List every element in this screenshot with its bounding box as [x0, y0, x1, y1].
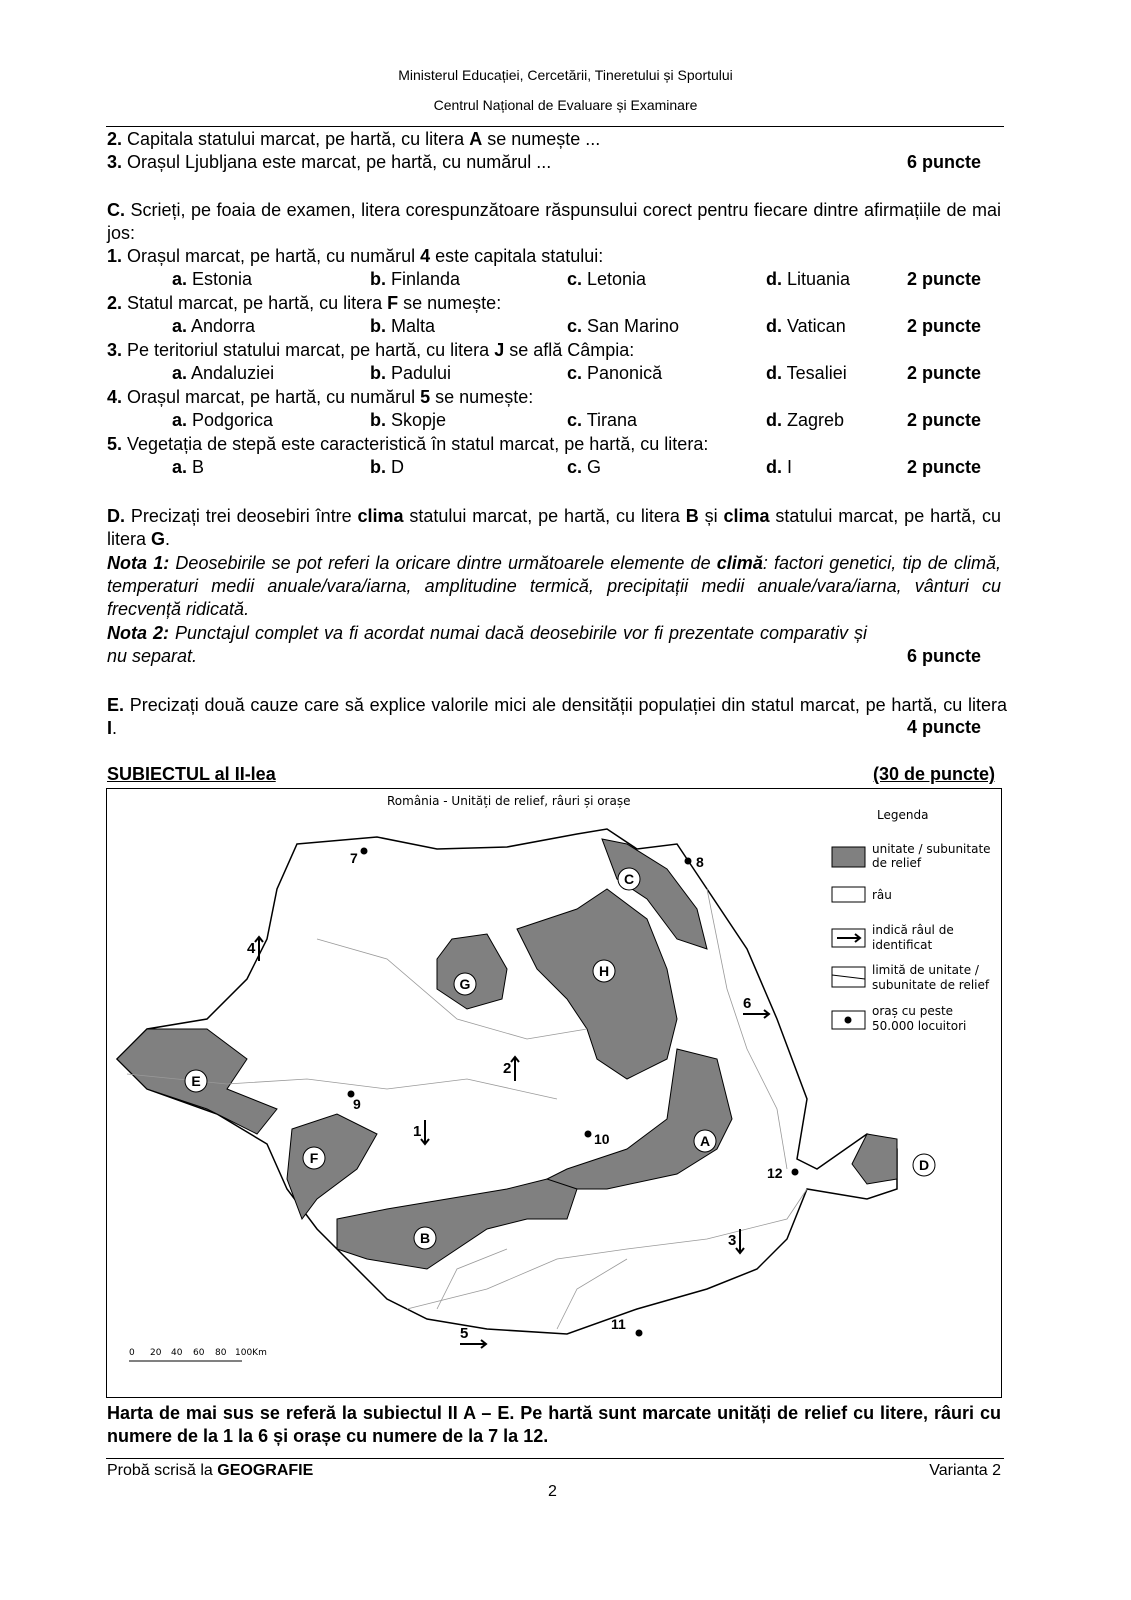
river-label: 3 — [728, 1232, 737, 1249]
points: 2 puncte — [906, 457, 981, 477]
num: 2. — [107, 293, 123, 313]
label: Nota 2: — [107, 623, 169, 643]
points: 2 puncte — [906, 316, 981, 336]
letter: D. — [107, 506, 125, 526]
city-label: 9 — [353, 1096, 361, 1112]
option — [567, 457, 601, 478]
option-letter: d. — [766, 457, 782, 477]
legend-text: indică râul de — [872, 923, 954, 937]
footer-variant: Varianta 2 — [929, 1462, 1001, 1479]
option-text: Andaluziei — [187, 363, 275, 383]
option — [370, 363, 451, 384]
unit-label: H — [598, 963, 610, 979]
header-ministry: Ministerul Educației, Cercetării, Tineretului și Sportului — [398, 67, 733, 83]
text: se numește ... — [482, 129, 601, 149]
option-text: Panonică — [582, 363, 663, 383]
num: 3. — [107, 340, 123, 360]
points: 2 puncte — [906, 410, 981, 430]
num: 4. — [107, 387, 123, 407]
text: . — [165, 529, 171, 549]
option — [567, 316, 679, 337]
option-letter: b. — [370, 269, 386, 289]
map-caption: Harta de mai sus se referă la subiectul II A – E. Pe hartă sunt marcate unități de relief cu litere, râuri cu numere de la 1 la 6 și orașe cu numere de la 7 la 12. — [107, 1403, 1001, 1446]
option-letter: a. — [172, 410, 188, 430]
bold: clima — [723, 506, 770, 526]
legend — [832, 808, 991, 1033]
subject-2-title: SUBIECTUL al II-lea — [107, 764, 276, 784]
bold: 5 — [420, 387, 431, 407]
river-label: 6 — [743, 995, 752, 1012]
option-text: B — [187, 457, 205, 477]
option-text: Lituania — [782, 269, 851, 289]
section-e — [107, 694, 1007, 740]
legend-text: de relief — [872, 856, 922, 870]
unit-label: D — [918, 1157, 930, 1173]
option — [766, 269, 850, 290]
option-text: San Marino — [582, 316, 680, 336]
option-letter: b. — [370, 457, 386, 477]
text: Scrieți, pe foaia de examen, litera corespunzătoare răspunsului corect pentru fiecare dintre afirmațiile de mai jos: — [107, 200, 1001, 243]
legend-text: 50.000 locuitori — [872, 1019, 967, 1033]
option-letter: b. — [370, 316, 386, 336]
num: 2. — [107, 129, 123, 149]
option — [370, 410, 446, 431]
option-text: Vatican — [782, 316, 846, 336]
text: Punctajul complet va fi acordat numai dacă deosebirile vor fi prezentate comparativ și nu separat. — [107, 623, 867, 666]
city-label: 8 — [696, 854, 704, 870]
question-c5 — [107, 434, 708, 455]
scale-tick: 80 — [215, 1348, 227, 1358]
unit-label: E — [191, 1073, 201, 1089]
nota-2 — [107, 622, 867, 668]
text: se află Câmpia: — [504, 340, 635, 360]
num: 5. — [107, 434, 123, 454]
option-text: I — [782, 457, 793, 477]
legend-relief-swatch — [832, 847, 865, 867]
option-letter: d. — [766, 269, 782, 289]
points: 4 puncte — [906, 717, 981, 737]
text: Capitala statului marcat, pe hartă, cu litera — [122, 129, 470, 149]
option-letter: c. — [567, 269, 583, 289]
text: Pe teritoriul statului marcat, pe hartă, cu litera — [122, 340, 495, 360]
city-dot — [585, 1131, 592, 1138]
option-letter: c. — [567, 316, 583, 336]
unit-label: F — [309, 1150, 319, 1166]
city-dot — [361, 848, 368, 855]
option — [567, 269, 646, 290]
bold: J — [494, 340, 505, 360]
river-label: 1 — [413, 1123, 422, 1140]
points: 2 puncte — [906, 363, 981, 383]
text: Orașul Ljubljana este marcat, pe hartă, cu numărul ... — [122, 152, 552, 172]
option-text: Skopje — [386, 410, 447, 430]
legend-river-swatch — [832, 887, 865, 902]
section-c-intro — [107, 199, 1001, 245]
option-text: Finlanda — [386, 269, 461, 289]
text: statului marcat, pe hartă, cu litera — [403, 506, 686, 526]
option — [567, 410, 637, 431]
option-text: Andorra — [187, 316, 256, 336]
river-label: 4 — [247, 940, 256, 957]
bold: 4 — [420, 246, 431, 266]
city-dot-icon — [845, 1017, 852, 1024]
letter: C. — [107, 200, 125, 220]
text: Orașul marcat, pe hartă, cu numărul — [122, 387, 421, 407]
option — [567, 363, 662, 384]
option-letter: a. — [172, 269, 188, 289]
unit-label: A — [699, 1133, 711, 1149]
option-letter: b. — [370, 363, 386, 383]
option-text: Estonia — [187, 269, 253, 289]
legend-text: limită de unitate / — [872, 963, 979, 977]
bold: clima — [357, 506, 404, 526]
scale-tick: 100Km — [235, 1348, 267, 1358]
text: Orașul marcat, pe hartă, cu numărul — [122, 246, 421, 266]
river-label: 5 — [460, 1325, 469, 1342]
text: Precizați două cauze care să explice valorile mici ale densității populației din statul marcat, pe hartă, cu litera — [124, 695, 1007, 715]
num: 3. — [107, 152, 123, 172]
option — [172, 410, 273, 431]
romania-outline — [117, 829, 897, 1334]
city-label: 10 — [594, 1131, 610, 1147]
option-letter: d. — [766, 410, 782, 430]
scale-tick: 20 — [150, 1348, 162, 1358]
bold: A — [469, 129, 483, 149]
bold: G — [151, 529, 166, 549]
option — [370, 457, 404, 478]
question-c4 — [107, 387, 533, 408]
city-label: 7 — [350, 850, 358, 866]
scale-tick: 60 — [193, 1348, 205, 1358]
question-c2 — [107, 293, 501, 314]
option-text: Tesaliei — [782, 363, 847, 383]
text: : factori genetici, tip de climă, temperaturi medii anuale/vara/iarna, amplitudine termică, precipitații medii anuale/vara/iarna, vânturi cu frecvență ridicată. — [107, 553, 1001, 619]
question-c3 — [107, 340, 634, 361]
option-letter: c. — [567, 457, 583, 477]
option-text: Tirana — [582, 410, 638, 430]
option-letter: a. — [172, 457, 188, 477]
option-letter: b. — [370, 410, 386, 430]
text: Statul marcat, pe hartă, cu litera — [122, 293, 388, 313]
river-label: 2 — [503, 1060, 512, 1077]
option-text: Letonia — [582, 269, 647, 289]
city-label: 12 — [767, 1165, 783, 1181]
city-label: 11 — [611, 1316, 626, 1332]
option-text: Padului — [386, 363, 452, 383]
option — [370, 269, 460, 290]
text: se numește: — [430, 387, 534, 407]
option — [370, 316, 435, 337]
bold: climă — [716, 553, 763, 573]
points: 2 puncte — [906, 269, 981, 289]
map-title: România - Unități de relief, râuri și orașe — [387, 794, 631, 808]
header-rule — [106, 126, 1004, 127]
question-b2 — [107, 129, 600, 150]
question-b3 — [107, 152, 551, 173]
header-center: Centrul Național de Evaluare și Examinare — [433, 97, 698, 113]
option-text: D — [386, 457, 404, 477]
option-text: G — [582, 457, 602, 477]
subject-2-points: (30 de puncte) — [872, 764, 995, 784]
bold: B — [685, 506, 699, 526]
label: Nota 1: — [107, 553, 170, 573]
romania-relief-map — [106, 788, 1002, 1398]
text: Deosebirile se pot referi la oricare dintre următoarele elemente de — [169, 553, 717, 573]
city-dot — [685, 858, 692, 865]
text: Precizați trei deosebiri între — [125, 506, 358, 526]
num: 1. — [107, 246, 123, 266]
text: se numește: — [398, 293, 502, 313]
city-dot — [636, 1330, 643, 1337]
unit-label: C — [623, 871, 635, 887]
option-letter: a. — [172, 363, 188, 383]
option-letter: d. — [766, 363, 782, 383]
text: . — [112, 718, 118, 738]
option-letter: a. — [172, 316, 188, 336]
option — [172, 363, 274, 384]
unit-label: G — [459, 976, 471, 992]
legend-text: subunitate de relief — [872, 978, 990, 992]
legend-text: identificat — [872, 938, 933, 952]
nota-1 — [107, 552, 1001, 621]
option — [172, 269, 252, 290]
option — [172, 316, 255, 337]
unit-label: B — [419, 1230, 431, 1246]
option — [766, 457, 792, 478]
text: statului marcat, pe hartă, cu litera — [107, 506, 1001, 549]
footer-left — [107, 1462, 313, 1480]
bold: I — [107, 718, 113, 738]
scale-tick: 0 — [129, 1348, 135, 1358]
city-dot — [792, 1169, 799, 1176]
text: și — [698, 506, 724, 526]
legend-text: unitate / subunitate — [872, 842, 991, 856]
points: 6 puncte — [906, 646, 981, 666]
legend-text: oraș cu peste — [872, 1004, 954, 1018]
footer-rule — [106, 1458, 1004, 1459]
option-letter: d. — [766, 316, 782, 336]
text: Probă scrisă la — [107, 1462, 218, 1479]
option — [766, 410, 844, 431]
option — [766, 363, 847, 384]
legend-text: râu — [872, 888, 892, 902]
text: este capitala statului: — [430, 246, 604, 266]
legend-title: Legenda — [877, 808, 929, 822]
option-text: Zagreb — [782, 410, 845, 430]
question-c1 — [107, 246, 603, 267]
scale-tick: 40 — [171, 1348, 183, 1358]
option-text: Podgorica — [187, 410, 274, 430]
bold: F — [387, 293, 399, 313]
option-letter: c. — [567, 363, 583, 383]
text: Vegetația de stepă este caracteristică în statul marcat, pe hartă, cu litera: — [122, 434, 709, 454]
subject: GEOGRAFIE — [217, 1462, 314, 1479]
option-text: Malta — [386, 316, 436, 336]
section-d — [107, 505, 1001, 551]
option-letter: c. — [567, 410, 583, 430]
page-number: 2 — [548, 1483, 557, 1500]
letter: E. — [107, 695, 125, 715]
scale-bar — [129, 1348, 267, 1361]
map-svg — [107, 789, 1001, 1397]
option — [172, 457, 204, 478]
points: 6 puncte — [906, 152, 981, 172]
option — [766, 316, 846, 337]
